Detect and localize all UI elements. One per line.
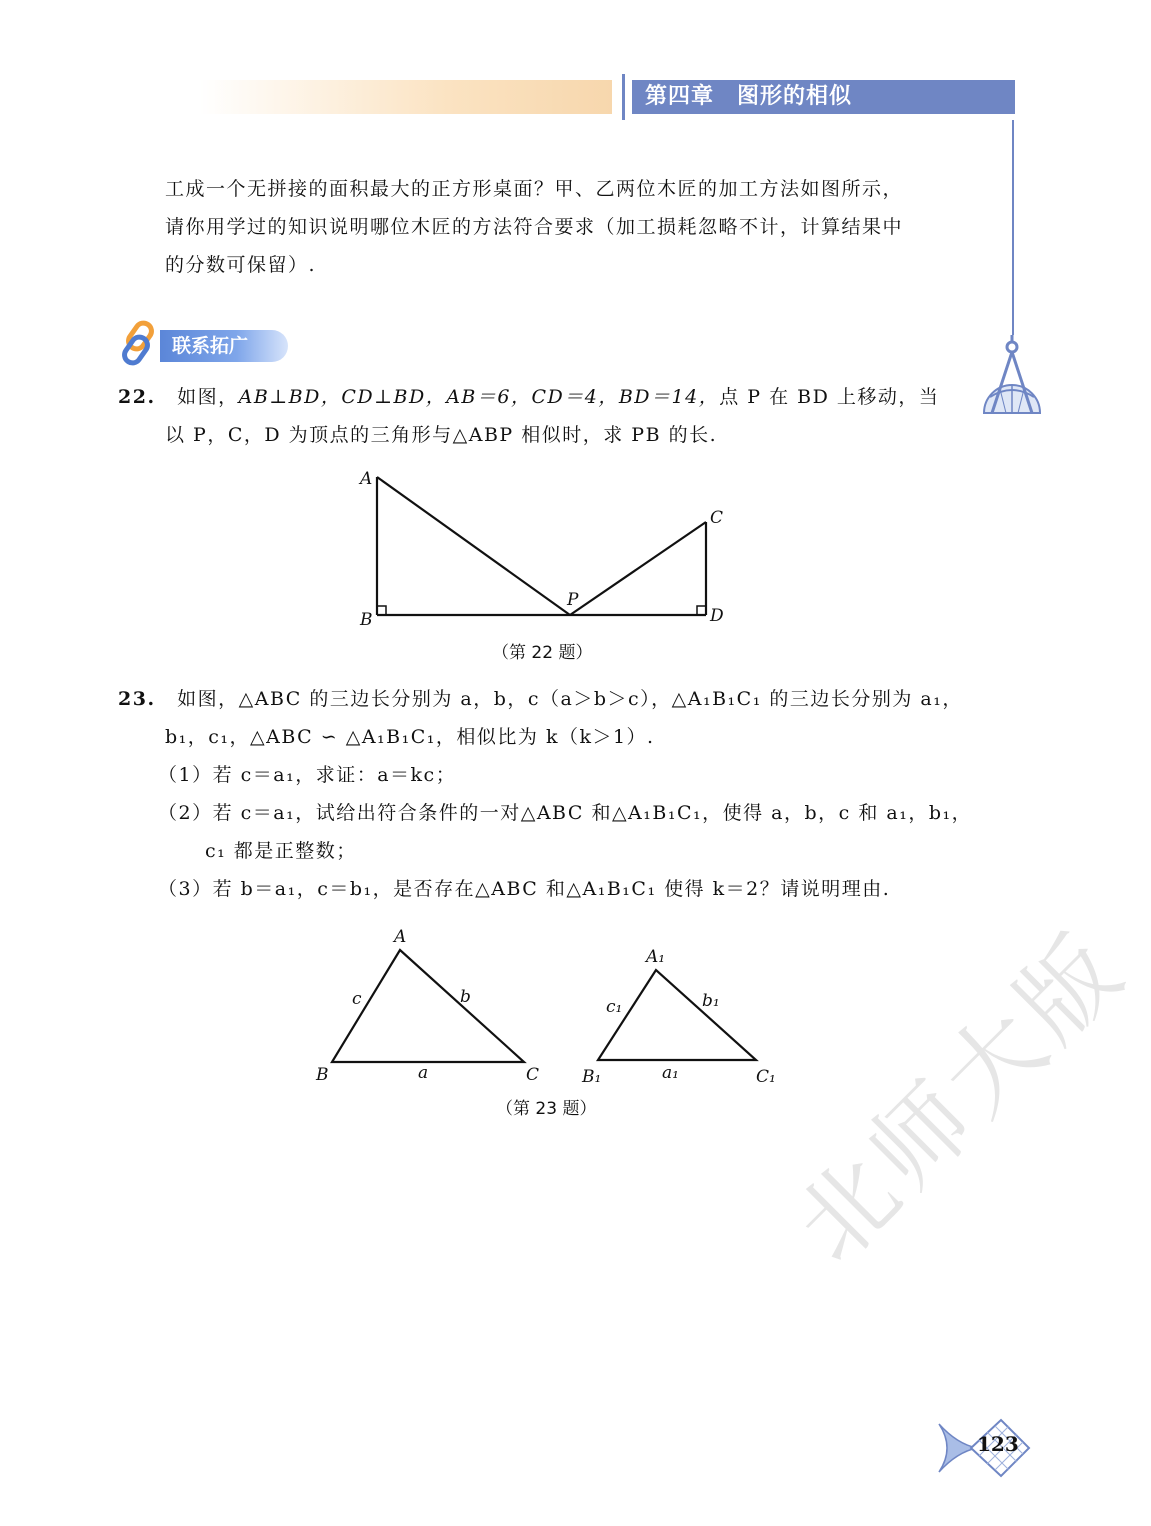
intro-line: 工成一个无拼接的面积最大的正方形桌面？甲、乙两位木匠的加工方法如图所示，	[165, 178, 904, 200]
figure-23	[300, 922, 790, 1092]
label-A: A	[394, 927, 407, 947]
right-angle-B	[377, 606, 386, 615]
question-22-line2: 以 P，C，D 为顶点的三角形与△ABP 相似时，求 PB 的长.	[165, 424, 718, 446]
chain-link-icon	[116, 318, 166, 368]
label-A1: A₁	[646, 947, 666, 967]
label-b: b	[460, 987, 471, 1007]
label-B: B	[360, 610, 373, 630]
label-c: c	[352, 989, 362, 1009]
q22-text-b: 点 P 在 BD 上移动，当	[719, 386, 940, 408]
compass-icon	[980, 335, 1044, 415]
label-a1: a₁	[662, 1063, 679, 1083]
label-a: a	[418, 1063, 429, 1083]
label-A: A	[360, 469, 373, 489]
question-number: 22.	[118, 386, 156, 408]
label-b1: b₁	[702, 991, 720, 1011]
header-decoration	[200, 80, 612, 114]
label-B1: B₁	[582, 1067, 602, 1087]
label-C: C	[710, 508, 724, 528]
question-23-part3: （3）若 b＝a₁，c＝b₁，是否存在△ABC 和△A₁B₁C₁ 使得 k＝2？请说明理由.	[158, 878, 891, 900]
q22-text-a: 如图，	[177, 386, 239, 408]
label-c1: c₁	[606, 997, 623, 1017]
right-angle-D	[697, 606, 706, 615]
question-23-part2-cont: c₁ 都是正整数；	[205, 840, 357, 862]
label-P: P	[567, 590, 579, 610]
question-23-line2: b₁，c₁，△ABC ∽ △A₁B₁C₁，相似比为 k（k＞1）.	[165, 726, 655, 748]
label-D: D	[710, 606, 724, 626]
label-C1: C₁	[756, 1067, 776, 1087]
segment-PC	[570, 522, 706, 615]
header-separator	[622, 74, 625, 120]
page-number: 123	[977, 1432, 1019, 1456]
figure-23-caption: （第 23 题）	[496, 1099, 597, 1119]
figure-22	[350, 462, 740, 632]
intro-line: 请你用学过的知识说明哪位木匠的方法符合要求（加工损耗忽略不计，计算结果中	[165, 216, 904, 238]
question-23-line1	[118, 680, 963, 718]
question-23-part1: （1）若 c＝a₁，求证：a＝kc；	[158, 764, 457, 786]
q23-text: 如图，△ABC 的三边长分别为 a，b，c（a＞b＞c），△A₁B₁C₁ 的三边长分别为 a₁，	[177, 688, 963, 710]
margin-rule	[1012, 120, 1014, 335]
question-number: 23.	[118, 688, 156, 710]
question-22-line1	[118, 378, 939, 416]
intro-line: 的分数可保留）.	[165, 254, 317, 276]
question-23-part2: （2）若 c＝a₁，试给出符合条件的一对△ABC 和△A₁B₁C₁，使得 a，b，c 和 a₁，b₁，	[158, 802, 973, 824]
chapter-title: 第四章 图形的相似	[632, 80, 1015, 114]
label-B: B	[316, 1065, 329, 1085]
q22-math: AB⊥BD，CD⊥BD，AB＝6，CD＝4，BD＝14，	[238, 386, 720, 408]
segment-AP	[377, 477, 570, 615]
publisher-watermark: 北师大版	[774, 909, 1148, 1284]
section-label: 联系拓广	[160, 330, 288, 362]
figure-22-caption: （第 22 题）	[492, 643, 593, 663]
label-C: C	[526, 1065, 540, 1085]
